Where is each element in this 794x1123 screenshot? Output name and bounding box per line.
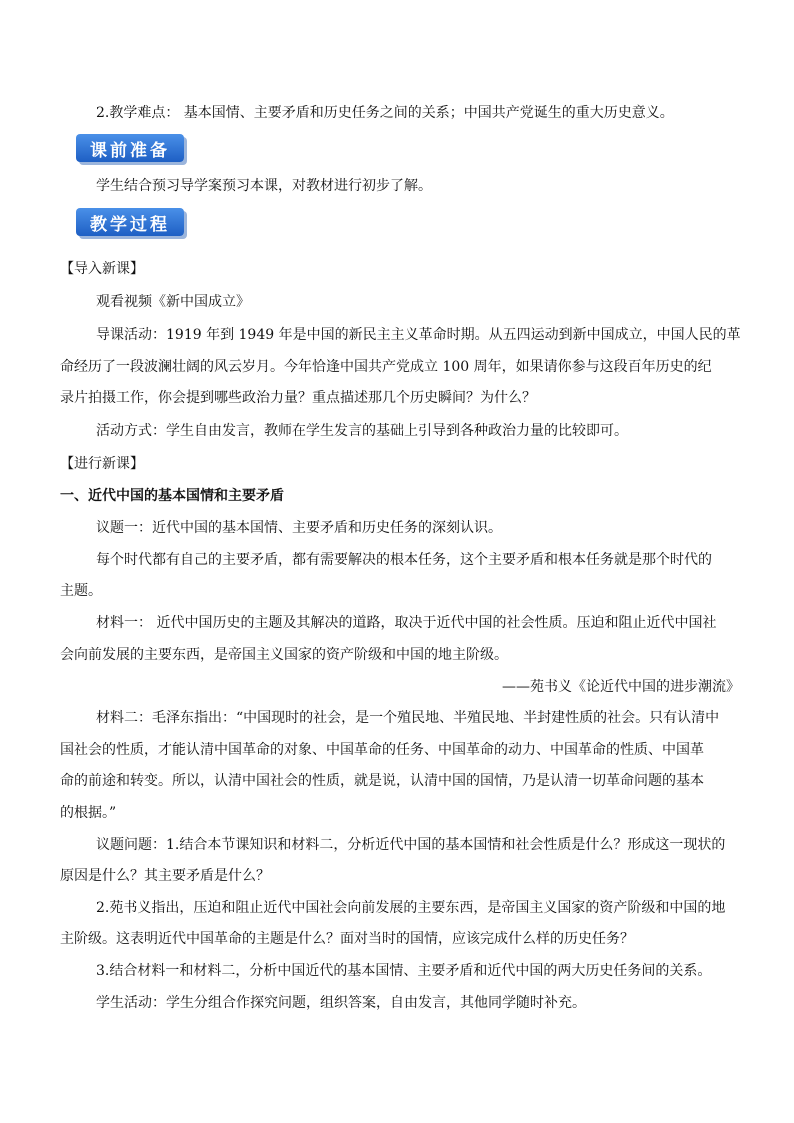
material-one-line-1: 材料一： 近代中国历史的主题及其解决的道路，取决于近代中国的社会性质。压迫和阻止近代中国社 bbox=[96, 615, 717, 631]
student-activity: 学生活动：学生分组合作探究问题，组织答案，自由发言，其他同学随时补充。 bbox=[96, 995, 586, 1011]
question-line-3: 2.苑书义指出，压迫和阻止近代中国社会向前发展的主要东西，是帝国主义国家的资产阶级和中国的地 bbox=[96, 900, 726, 916]
process-title: 教学过程 bbox=[90, 214, 170, 235]
question-line-5: 3.结合材料一和材料二，分析中国近代的基本国情、主要矛盾和近代中国的两大历史任务间的关系。 bbox=[96, 963, 712, 979]
material-one-line-2: 会向前发展的主要东西，是帝国主义国家的资产阶级和中国的地主阶级。 bbox=[60, 647, 508, 663]
guide-line-1: 导课活动：1919 年到 1949 年是中国的新民主主义革命时期。从五四运动到新中国成立，中国人民的革 bbox=[96, 327, 741, 343]
question-line-1: 议题问题：1.结合本节课知识和材料二，分析近代中国的基本国情和社会性质是什么？形成这一现状的 bbox=[96, 837, 726, 853]
material-two-line-3: 命的前途和转变。所以，认清中国社会的性质，就是说，认清中国的国情，乃是认清一切革命问题的基本 bbox=[60, 773, 704, 789]
teaching-difficulty: 2.教学难点： 基本国情、主要矛盾和历史任务之间的关系；中国共产党诞生的重大历史意义。 bbox=[96, 105, 674, 121]
material-two-line-4: 的根据。” bbox=[60, 805, 117, 821]
video-line: 观看视频《新中国成立》 bbox=[96, 294, 250, 310]
guide-line-2: 命经历了一段波澜壮阔的风云岁月。今年恰逢中国共产党成立 100 周年，如果请你参与这段百年历史的纪 bbox=[60, 359, 712, 375]
material-two-line-2: 国社会的性质，才能认清中国革命的对象、中国革命的任务、中国革命的动力、中国革命的性质、中国革 bbox=[60, 742, 704, 758]
intro-heading: 【导入新课】 bbox=[60, 261, 144, 277]
pre-class-banner bbox=[76, 134, 184, 162]
material-two-line-1: 材料二：毛泽东指出：“中国现时的社会，是一个殖民地、半殖民地、半封建性质的社会。只有认清中 bbox=[96, 710, 720, 726]
era-theme-line-1: 每个时代都有自己的主要矛盾，都有需要解决的根本任务，这个主要矛盾和根本任务就是那个时代的 bbox=[96, 552, 712, 568]
pre-class-title: 课前准备 bbox=[90, 140, 170, 161]
pre-class-text: 学生结合预习导学案预习本课，对教材进行初步了解。 bbox=[96, 178, 432, 194]
era-theme-line-2: 主题。 bbox=[60, 583, 102, 599]
material-one-source: ——苑书义《论近代中国的进步潮流》 bbox=[502, 679, 740, 695]
guide-line-3: 录片拍摄工作，你会提到哪些政治力量？重点描述那几个历史瞬间？为什么？ bbox=[60, 390, 536, 406]
new-lesson-heading: 【进行新课】 bbox=[60, 456, 144, 472]
question-line-4: 主阶级。这表明近代中国革命的主题是什么？面对当时的国情，应该完成什么样的历史任务？ bbox=[60, 931, 634, 947]
question-line-2: 原因是什么？其主要矛盾是什么？ bbox=[60, 868, 270, 884]
activity-line: 活动方式：学生自由发言，教师在学生发言的基础上引导到各种政治力量的比较即可。 bbox=[96, 423, 628, 439]
part-one-title: 一、近代中国的基本国情和主要矛盾 bbox=[60, 488, 284, 504]
topic-one: 议题一：近代中国的基本国情、主要矛盾和历史任务的深刻认识。 bbox=[96, 520, 502, 536]
process-banner bbox=[76, 208, 184, 236]
